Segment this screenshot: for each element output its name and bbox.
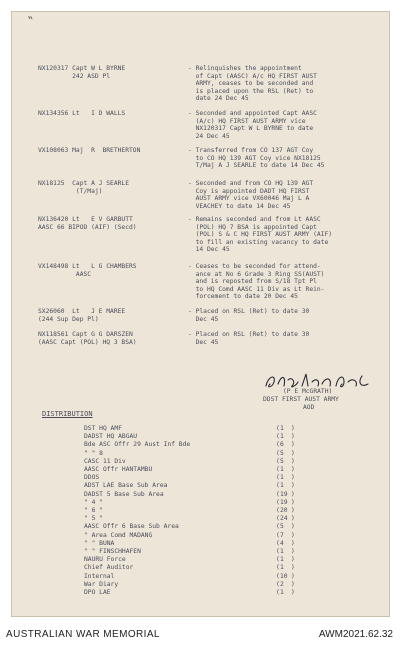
- entry-name: NX136420 Lt E V GARBUTT AASC 66 BIPOD (AIF) (Secd): [38, 216, 137, 231]
- entry-name: NX18125 Capt A J SEARLE (T/Maj): [38, 180, 129, 195]
- distribution-recipient: DST HQ AMF: [84, 425, 122, 432]
- count-bracket: (: [276, 572, 280, 580]
- distribution-count: 1: [280, 564, 284, 572]
- count-bracket: (: [276, 580, 280, 588]
- distribution-count: 1: [280, 548, 284, 555]
- footer-accession-number: AWM2021.62.32: [318, 629, 393, 640]
- distribution-count: 24: [280, 515, 288, 523]
- distribution-recipient: Bde ASC Offr 29 Aust Inf Bde: [84, 441, 191, 449]
- count-bracket: (: [276, 466, 280, 473]
- count-bracket: ): [291, 523, 295, 531]
- count-bracket: ): [291, 441, 295, 449]
- entry-text: - Remains seconded and from Lt AASC (POL) HQ 7 BSA is appointed Capt (POL) S & C HQ FIRST AUST ARMY (AIF) to fill an existing vacancy to date 14 Dec 45: [188, 216, 333, 254]
- entry-name: NX118561 Capt G G DARSZEN (AASC Capt (POL) HQ 3 BSA): [38, 331, 137, 346]
- count-bracket: (: [276, 433, 280, 441]
- count-bracket: ): [291, 539, 295, 547]
- entry-name: NX134356 Lt I D WALLS: [38, 110, 126, 117]
- distribution-recipient: AASC Offr HANTAMBU: [84, 466, 153, 473]
- count-bracket: ): [291, 474, 295, 482]
- count-bracket: ): [291, 515, 295, 523]
- entry-name: SX26060 Lt J E MAREE (244 Sup Dep Pl): [38, 308, 126, 323]
- count-bracket: ): [291, 548, 295, 555]
- distribution-recipient: ADST LAE Base Sub Area: [84, 482, 168, 490]
- entry-text: - Placed on RSL (Ret) to date 30 Dec 45: [188, 308, 310, 323]
- distribution-recipient: " 5 ": [84, 515, 103, 523]
- count-bracket: ): [291, 556, 295, 564]
- count-bracket: ): [291, 572, 295, 580]
- distribution-count: 1: [280, 466, 284, 473]
- distribution-recipient: " " FINSCHHAFEN: [84, 548, 141, 555]
- distribution-count: 1: [280, 474, 284, 482]
- count-bracket: (: [276, 539, 280, 547]
- footer-institution: AUSTRALIAN WAR MEMORIAL: [6, 629, 160, 640]
- punch-mark: ‶: [26, 15, 35, 31]
- distribution-recipient: DDOS: [84, 474, 100, 482]
- entry-text: - Ceases to be seconded for attend- ance at No 6 Grade 3 Ring SS(AUST) and is reposted from S/18 Tpt Pl to HQ Comd AASC 11 Div as Lt Rein- forcement to date 20 Dec 45: [188, 263, 325, 301]
- count-bracket: (: [276, 441, 280, 449]
- distribution-count: 1: [280, 433, 284, 441]
- count-bracket: ): [291, 449, 295, 457]
- distribution-recipient: " 4 ": [84, 498, 103, 506]
- count-bracket: (: [276, 548, 280, 555]
- signatory-title: DDST FIRST AUST ARMY: [263, 396, 339, 403]
- distribution-count: 5: [280, 457, 284, 465]
- count-bracket: (: [276, 457, 280, 465]
- distribution-recipient: " " 8: [84, 449, 103, 457]
- entry-text: - Placed on RSL (Ret) to date 30 Dec 45: [188, 331, 310, 346]
- distribution-recipient: DPO LAE: [84, 589, 111, 596]
- count-bracket: (: [276, 589, 280, 596]
- distribution-recipient: Chief Auditor: [84, 564, 134, 572]
- count-bracket: ): [291, 425, 295, 432]
- distribution-count: 4: [280, 539, 284, 547]
- distribution-count: 1: [280, 425, 284, 432]
- count-bracket: ): [291, 580, 295, 588]
- distribution-recipient: " Area Comd MADANG: [84, 531, 153, 539]
- count-bracket: (: [276, 498, 280, 506]
- distribution-count: 2: [280, 580, 284, 588]
- distribution-recipient: CASC 11 Div: [84, 457, 126, 465]
- entry-text: - Seconded and from CO HQ 139 AGT Coy is appointed DADT HQ FIRST AUST ARMY vice VX60046 Maj L A VEACHEY to date 14 Dec 45: [188, 180, 314, 210]
- distribution-recipient: War Diary: [84, 580, 119, 588]
- distribution-recipient: " " BUNA: [84, 539, 115, 547]
- count-bracket: (: [276, 482, 280, 490]
- distribution-count: 7: [280, 531, 284, 539]
- count-bracket: ): [291, 564, 295, 572]
- count-bracket: (: [276, 507, 280, 514]
- distribution-count: 1: [280, 482, 284, 490]
- entry-text: - Seconded and appointed Capt AASC (A/c) HQ FIRST AUST ARMY vice NX120317 Capt W L BYRNE to date 24 Dec 45: [188, 110, 317, 140]
- count-bracket: (: [276, 564, 280, 572]
- count-bracket: (: [276, 523, 280, 531]
- entry-name: VX148498 Lt L G CHAMBERS AASC: [38, 263, 137, 278]
- entry-name: NX120317 Capt W L BYRNE 242 ASD Pl: [38, 65, 126, 80]
- distribution-count: 19: [280, 490, 288, 498]
- distribution-recipient: DADST 5 Base Sub Area: [84, 490, 164, 498]
- distribution-recipient: NAURU Force: [84, 556, 126, 564]
- distribution-count: 1: [280, 556, 284, 564]
- count-bracket: ): [291, 498, 295, 506]
- footer-bar: [0, 620, 401, 653]
- distribution-count: 5: [280, 449, 284, 457]
- count-bracket: ): [291, 490, 295, 498]
- distribution-count: 1: [280, 589, 284, 596]
- distribution-count: 5: [280, 523, 284, 531]
- count-bracket: ): [291, 457, 295, 465]
- count-bracket: ): [291, 507, 295, 514]
- distribution-count: 10: [280, 572, 288, 580]
- entry-text: - Transferred from CO 137 AGT Coy to CO HQ 139 AGT Coy vice NX18125 T/Maj A J SEARLE to date 14 Dec 45: [188, 147, 325, 170]
- count-bracket: (: [276, 556, 280, 564]
- entry-text: - Relinquishes the appointment of Capt (AASC) A/c HQ FIRST AUST ARMY, ceases to be seconded and is placed upon the RSL (Ret) to date 24 Dec 45: [188, 65, 317, 103]
- distribution-count: 19: [280, 498, 288, 506]
- count-bracket: (: [276, 474, 280, 482]
- count-bracket: (: [276, 515, 280, 523]
- entry-name: VX108063 Maj R BRETHERTON: [38, 147, 141, 154]
- distribution-count: 6: [280, 441, 284, 449]
- distribution-recipient: " 6 ": [84, 507, 103, 514]
- signatory-unit: AOD: [303, 404, 315, 411]
- count-bracket: (: [276, 531, 280, 539]
- count-bracket: ): [291, 466, 295, 473]
- signatory-name: (P E McGRATH): [283, 388, 333, 395]
- distribution-recipient: DADST HQ ABGAU: [84, 433, 138, 441]
- count-bracket: ): [291, 433, 295, 441]
- distribution-title: DISTRIBUTION: [42, 410, 93, 418]
- count-bracket: (: [276, 490, 280, 498]
- distribution-recipient: AASC Offr 6 Base Sub Area: [84, 523, 179, 531]
- count-bracket: ): [291, 589, 295, 596]
- count-bracket: (: [276, 425, 280, 432]
- count-bracket: (: [276, 449, 280, 457]
- distribution-recipient: Internal: [84, 572, 115, 580]
- count-bracket: ): [291, 531, 295, 539]
- distribution-count: 20: [280, 507, 288, 514]
- count-bracket: ): [291, 482, 295, 490]
